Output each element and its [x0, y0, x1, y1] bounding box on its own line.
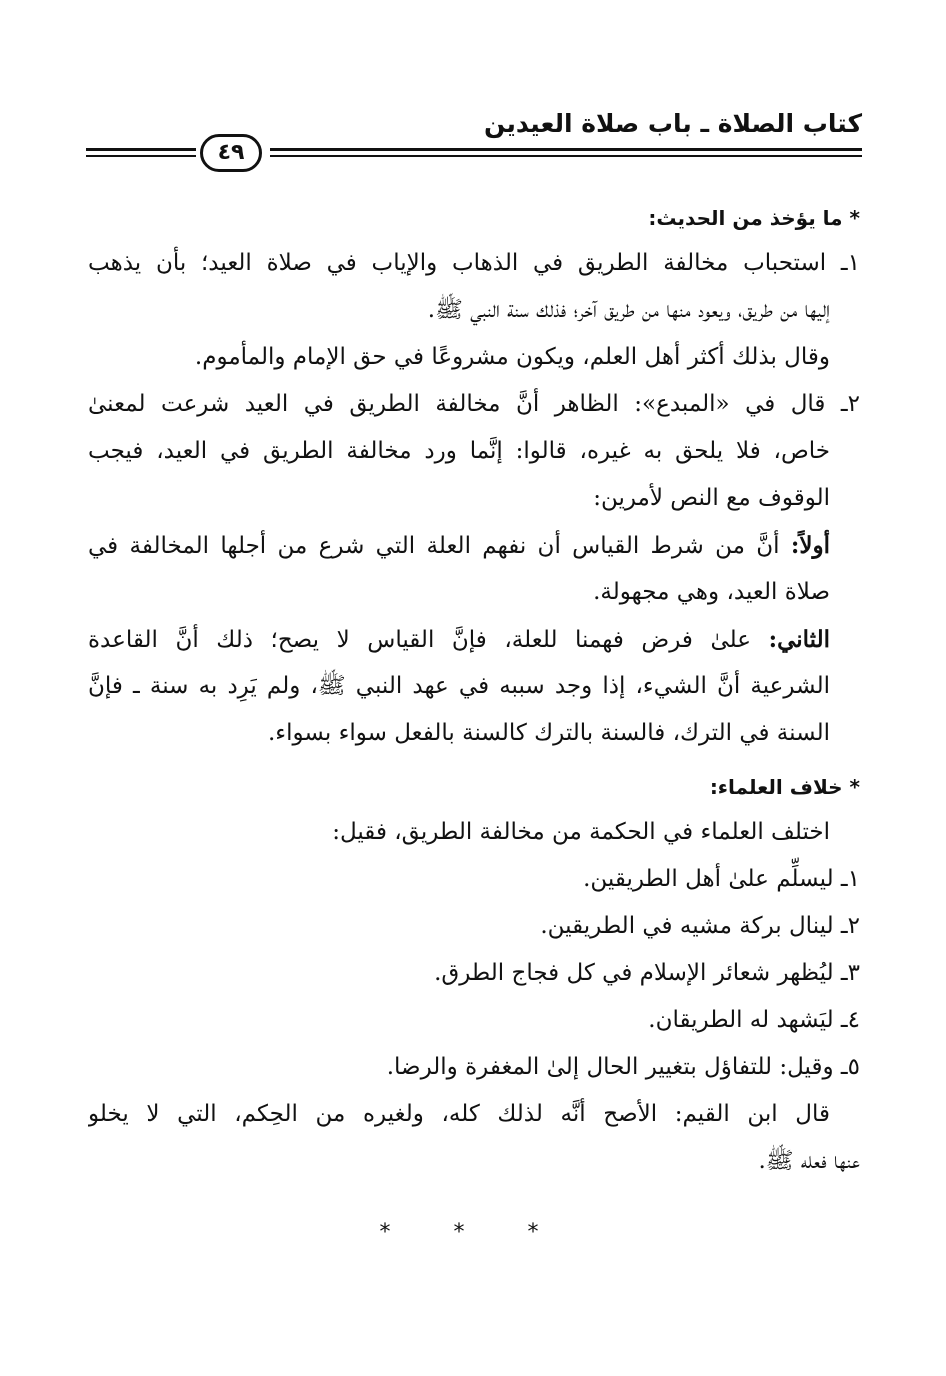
running-title: كتاب الصلاة ـ باب صلاة العيدين: [483, 109, 862, 138]
first-reason-label: أولاً:: [790, 532, 831, 559]
second-reason-text: علىٰ فرض فهمنا للعلة، فإنَّ القياس لا يصح؛ ذلك أنَّ القاعدة: [88, 627, 751, 653]
text-line: عنها فعله ﷺ.: [758, 1148, 860, 1174]
text-line: ٢ـ قال في «المبدع»: الظاهر أنَّ مخالفة الطريق في العيد شرعت لمعنىٰ: [88, 391, 860, 417]
text-line: السنة في الترك، فالسنة بالترك كالسنة بالفعل سواء بسواء.: [267, 720, 830, 746]
text-line: صلاة العيد، وهي مجهولة.: [593, 579, 830, 605]
first-reason-line: [88, 522, 860, 569]
section-heading-scholars-disagreement: * خلاف العلماء:: [709, 775, 860, 799]
second-reason-line: [88, 616, 860, 663]
list-item: ٥ـ وقيل: للتفاؤل بتغيير الحال إلىٰ المغفرة والرضا.: [386, 1054, 860, 1080]
section-separator: * * *: [379, 1220, 567, 1245]
header-rule-bottom: [270, 155, 862, 157]
text-line: الوقوف مع النص لأمرين:: [593, 485, 830, 511]
header-rule-top: [270, 148, 862, 151]
text-line: خاص، فلا يلحق به غيره، قالوا: إنَّما ورد مخالفة الطريق في العيد، فيجب: [88, 438, 830, 464]
second-reason-label: الثاني:: [768, 626, 830, 653]
section-heading-takeaways: * ما يؤخذ من الحديث:: [648, 206, 860, 230]
list-item: ٤ـ ليَشهد له الطريقان.: [648, 1007, 860, 1033]
page-number: ٤٩: [200, 134, 262, 172]
list-item: ٣ـ ليُظهر شعائر الإسلام في كل فجاج الطرق.: [434, 960, 860, 986]
text-line: ١ـ استحباب مخالفة الطريق في الذهاب والإياب في صلاة العيد؛ بأن يذهب: [88, 250, 860, 276]
first-reason-text: أنَّ من شرط القياس أن نفهم العلة التي شرع من أجلها المخالفة في: [88, 533, 780, 559]
text-line: قال ابن القيم: الأصح أنَّه لذلك كله، ولغيره من الحِكم، التي لا يخلو: [88, 1101, 830, 1127]
text-line: الشرعية أنَّ الشيء، إذا وجد سببه في عهد النبي ﷺ، ولم يَرِد به سنة ـ فإنَّ: [88, 673, 830, 699]
page-body: [88, 196, 860, 1185]
page-header: [86, 104, 862, 164]
list-item: ٢ـ لينال بركة مشيه في الطريقين.: [540, 913, 860, 939]
list-item: ١ـ ليسلِّم علىٰ أهل الطريقين.: [583, 866, 860, 892]
header-rule-left-bottom: [86, 155, 196, 157]
header-rule-left-top: [86, 148, 196, 151]
text-line: وقال بذلك أكثر أهل العلم، ويكون مشروعًا في حق الإمام والمأموم.: [194, 344, 830, 370]
text-line: اختلف العلماء في الحكمة من مخالفة الطريق، فقيل:: [332, 819, 830, 845]
text-line: إليها من طريق، ويعود منها من طريق آخر؛ فذلك سنة النبي ﷺ.: [427, 297, 830, 323]
